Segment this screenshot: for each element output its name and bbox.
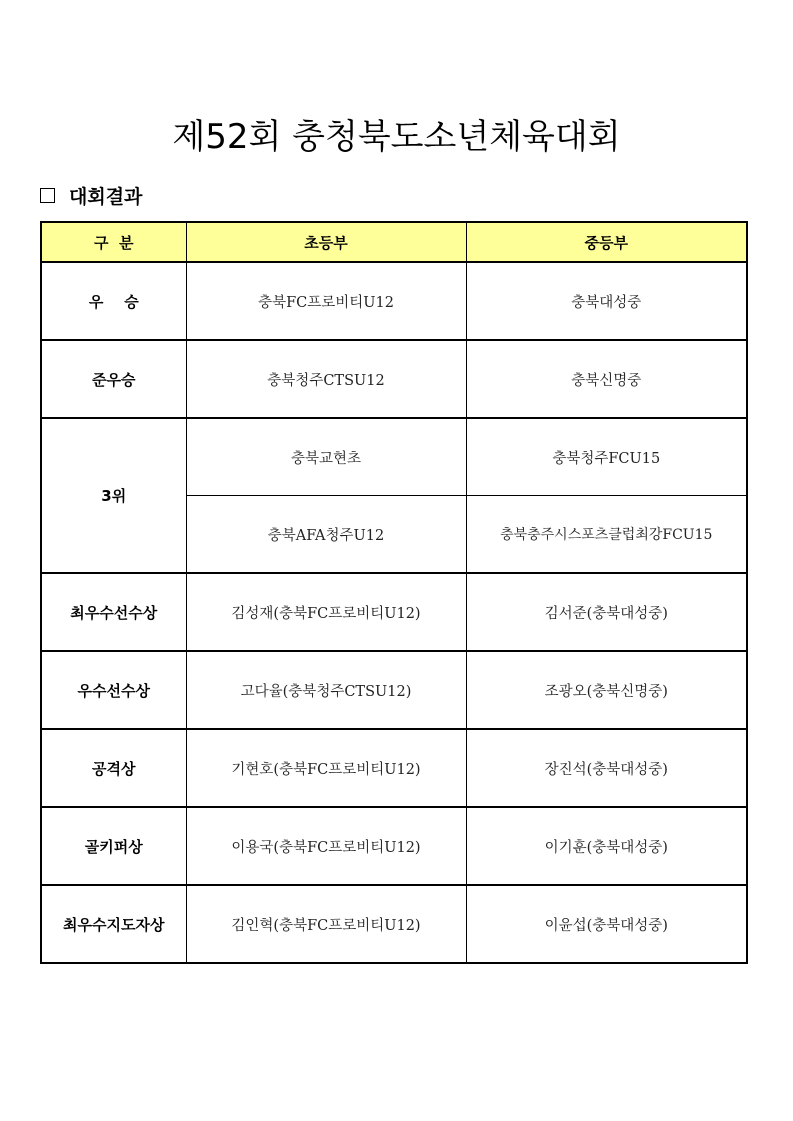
table-row (41, 573, 747, 651)
elementary-cell: 충북FC프로비티U12 (186, 262, 466, 340)
elementary-cell: 고다율(충북청주CTSU12) (186, 651, 466, 729)
table-row (41, 807, 747, 885)
elementary-cell: 김인혁(충북FC프로비티U12) (186, 885, 466, 963)
page-title: 제52회 충청북도소년체육대회 (172, 116, 621, 157)
header-middle: 중등부 (466, 222, 747, 262)
middle-cell: 장진석(충북대성중) (466, 729, 747, 807)
category-cell: 최우수지도자상 (41, 885, 186, 963)
results-table (40, 221, 748, 964)
header-category: 구 분 (41, 222, 186, 262)
elementary-cell: 기현호(충북FC프로비티U12) (186, 729, 466, 807)
middle-cell: 충북대성중 (466, 262, 747, 340)
middle-cell: 충북신명중 (466, 340, 747, 418)
section-heading-label: 대회결과 (69, 185, 143, 208)
section-heading (40, 182, 142, 208)
table-row (41, 651, 747, 729)
category-cell: 우 승 (41, 262, 186, 340)
category-cell: 공격상 (41, 729, 186, 807)
category-cell: 최우수선수상 (41, 573, 186, 651)
elementary-cell: 김성재(충북FC프로비티U12) (186, 573, 466, 651)
category-cell: 준우승 (41, 340, 186, 418)
checkbox-square-icon (40, 188, 55, 203)
elementary-cell: 이용국(충북FC프로비티U12) (186, 807, 466, 885)
middle-cell: 김서준(충북대성중) (466, 573, 747, 651)
category-cell: 골키퍼상 (41, 807, 186, 885)
table-row (41, 729, 747, 807)
elementary-cell: 충북교현초 (186, 418, 466, 496)
table-row (41, 418, 747, 496)
header-elementary: 초등부 (186, 222, 466, 262)
table-row (41, 340, 747, 418)
middle-cell: 조광오(충북신명중) (466, 651, 747, 729)
table-row (41, 885, 747, 963)
middle-cell: 충북청주FCU15 (466, 418, 747, 496)
category-cell: 우수선수상 (41, 651, 186, 729)
table-row (41, 262, 747, 340)
middle-cell: 충북충주시스포츠클럽최강FCU15 (466, 496, 747, 574)
middle-cell: 이윤섭(충북대성중) (466, 885, 747, 963)
category-cell: 3위 (41, 418, 186, 573)
elementary-cell: 충북AFA청주U12 (186, 496, 466, 574)
table-header-row (41, 222, 747, 262)
middle-cell: 이기훈(충북대성중) (466, 807, 747, 885)
elementary-cell: 충북청주CTSU12 (186, 340, 466, 418)
